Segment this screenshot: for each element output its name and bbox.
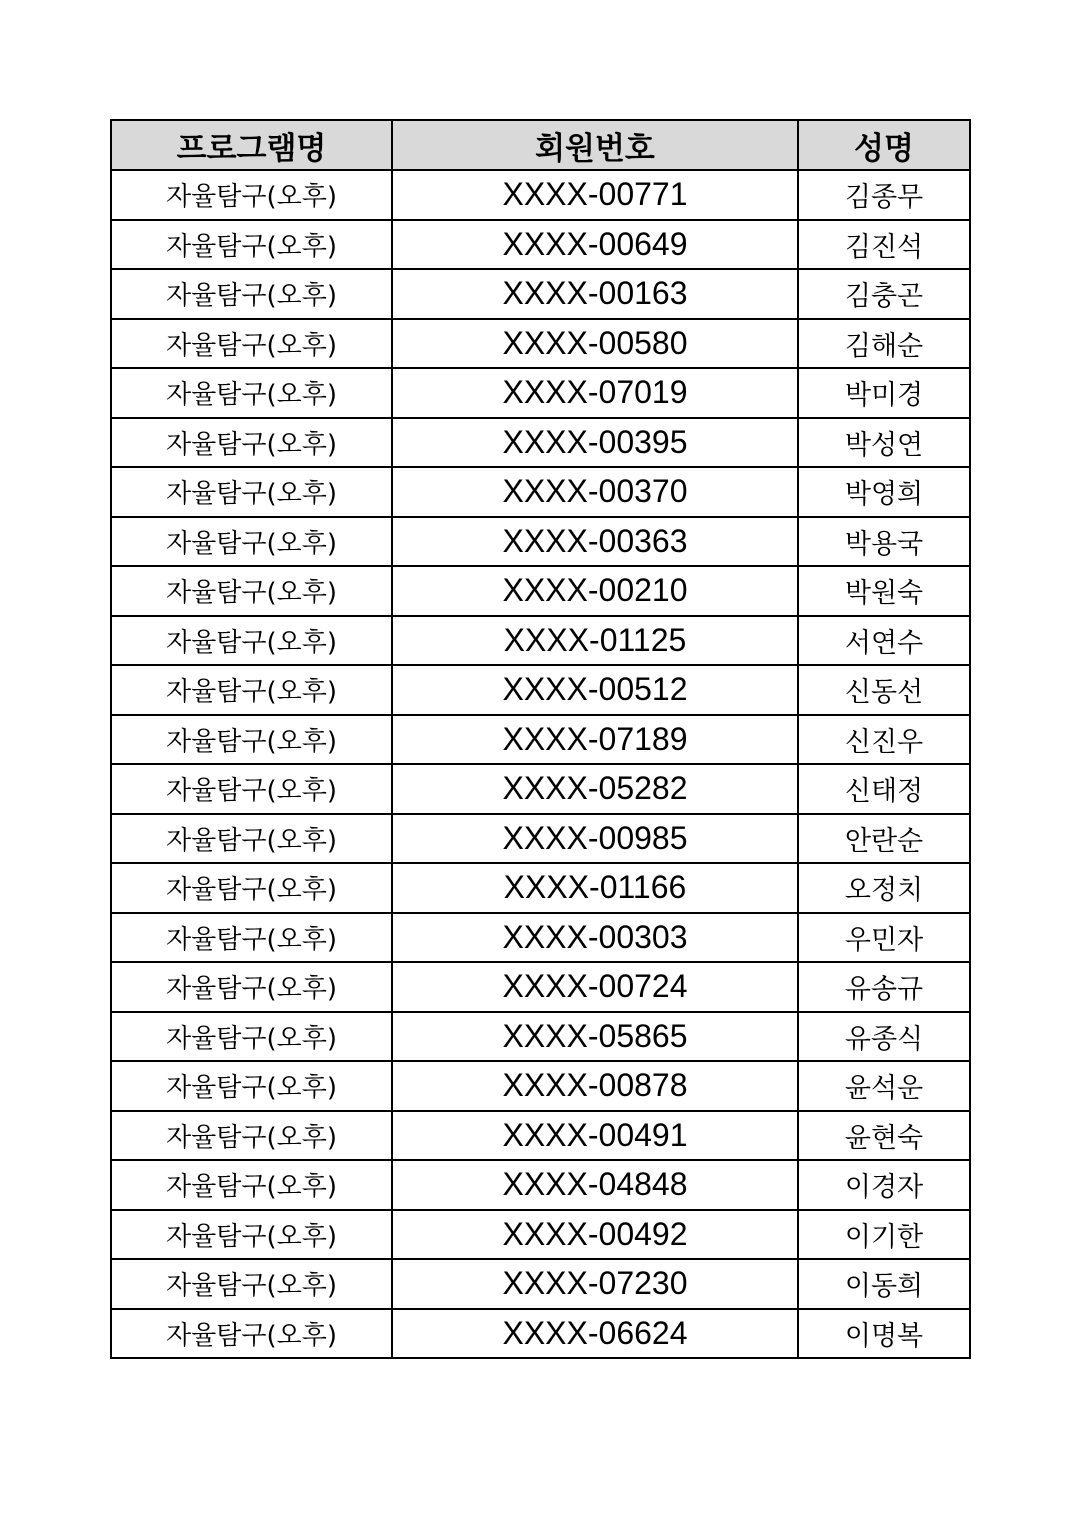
program-cell: 자율탐구(오후) (111, 764, 392, 814)
program-cell: 자율탐구(오후) (111, 517, 392, 567)
member-number-cell: XXXX-00580 (392, 319, 798, 369)
name-cell: 신진우 (798, 715, 970, 765)
table-row (111, 913, 970, 963)
name-cell: 우민자 (798, 913, 970, 963)
table-row (111, 368, 970, 418)
table-header-row (111, 120, 970, 170)
name-cell: 서연수 (798, 616, 970, 666)
table-row (111, 1210, 970, 1260)
member-number-cell: XXXX-00210 (392, 566, 798, 616)
member-number-cell: XXXX-00649 (392, 220, 798, 270)
member-number-cell: XXXX-07189 (392, 715, 798, 765)
program-cell: 자율탐구(오후) (111, 863, 392, 913)
program-cell: 자율탐구(오후) (111, 170, 392, 220)
table-row (111, 1309, 970, 1359)
table-row (111, 418, 970, 468)
program-cell: 자율탐구(오후) (111, 1210, 392, 1260)
name-cell: 이명복 (798, 1309, 970, 1359)
table-row (111, 1259, 970, 1309)
name-cell: 유종식 (798, 1012, 970, 1062)
name-cell: 윤현숙 (798, 1111, 970, 1161)
member-number-cell: XXXX-00512 (392, 665, 798, 715)
program-cell: 자율탐구(오후) (111, 1259, 392, 1309)
table-row (111, 517, 970, 567)
program-cell: 자율탐구(오후) (111, 418, 392, 468)
member-number-cell: XXXX-00985 (392, 814, 798, 864)
table-row (111, 814, 970, 864)
header-name: 성명 (798, 120, 970, 170)
name-cell: 박성연 (798, 418, 970, 468)
table-row (111, 269, 970, 319)
table-row (111, 616, 970, 666)
member-number-cell: XXXX-00492 (392, 1210, 798, 1260)
member-number-cell: XXXX-00370 (392, 467, 798, 517)
name-cell: 김해순 (798, 319, 970, 369)
member-number-cell: XXXX-07019 (392, 368, 798, 418)
member-number-cell: XXXX-00771 (392, 170, 798, 220)
table-row (111, 170, 970, 220)
table-row (111, 863, 970, 913)
table-row (111, 1160, 970, 1210)
member-number-cell: XXXX-05865 (392, 1012, 798, 1062)
table-row (111, 715, 970, 765)
program-cell: 자율탐구(오후) (111, 566, 392, 616)
name-cell: 신동선 (798, 665, 970, 715)
name-cell: 이동희 (798, 1259, 970, 1309)
table-row (111, 665, 970, 715)
program-cell: 자율탐구(오후) (111, 269, 392, 319)
member-number-cell: XXXX-00878 (392, 1061, 798, 1111)
name-cell: 윤석운 (798, 1061, 970, 1111)
program-cell: 자율탐구(오후) (111, 1061, 392, 1111)
name-cell: 신태정 (798, 764, 970, 814)
table-row (111, 764, 970, 814)
member-table (110, 119, 971, 1359)
name-cell: 박용국 (798, 517, 970, 567)
program-cell: 자율탐구(오후) (111, 665, 392, 715)
program-cell: 자율탐구(오후) (111, 1111, 392, 1161)
program-cell: 자율탐구(오후) (111, 1309, 392, 1359)
member-number-cell: XXXX-05282 (392, 764, 798, 814)
name-cell: 이경자 (798, 1160, 970, 1210)
program-cell: 자율탐구(오후) (111, 814, 392, 864)
program-cell: 자율탐구(오후) (111, 1012, 392, 1062)
name-cell: 이기한 (798, 1210, 970, 1260)
table-row (111, 1061, 970, 1111)
program-cell: 자율탐구(오후) (111, 913, 392, 963)
table-body (111, 170, 970, 1358)
program-cell: 자율탐구(오후) (111, 368, 392, 418)
program-cell: 자율탐구(오후) (111, 319, 392, 369)
table-row (111, 220, 970, 270)
table-row (111, 319, 970, 369)
program-cell: 자율탐구(오후) (111, 1160, 392, 1210)
header-program-name: 프로그램명 (111, 120, 392, 170)
name-cell: 김충곤 (798, 269, 970, 319)
member-number-cell: XXXX-06624 (392, 1309, 798, 1359)
name-cell: 김종무 (798, 170, 970, 220)
name-cell: 박미경 (798, 368, 970, 418)
member-number-cell: XXXX-01166 (392, 863, 798, 913)
member-number-cell: XXXX-00363 (392, 517, 798, 567)
member-number-cell: XXXX-00163 (392, 269, 798, 319)
program-cell: 자율탐구(오후) (111, 715, 392, 765)
table-row (111, 467, 970, 517)
program-cell: 자율탐구(오후) (111, 962, 392, 1012)
table-row (111, 962, 970, 1012)
member-number-cell: XXXX-07230 (392, 1259, 798, 1309)
member-number-cell: XXXX-00724 (392, 962, 798, 1012)
program-cell: 자율탐구(오후) (111, 616, 392, 666)
name-cell: 박원숙 (798, 566, 970, 616)
member-number-cell: XXXX-04848 (392, 1160, 798, 1210)
name-cell: 오정치 (798, 863, 970, 913)
program-cell: 자율탐구(오후) (111, 467, 392, 517)
name-cell: 유송규 (798, 962, 970, 1012)
program-cell: 자율탐구(오후) (111, 220, 392, 270)
table-row (111, 1012, 970, 1062)
name-cell: 박영희 (798, 467, 970, 517)
member-number-cell: XXXX-00491 (392, 1111, 798, 1161)
member-number-cell: XXXX-00395 (392, 418, 798, 468)
member-number-cell: XXXX-01125 (392, 616, 798, 666)
name-cell: 안란순 (798, 814, 970, 864)
member-table-container (110, 119, 969, 1359)
name-cell: 김진석 (798, 220, 970, 270)
member-number-cell: XXXX-00303 (392, 913, 798, 963)
table-row (111, 1111, 970, 1161)
header-member-number: 회원번호 (392, 120, 798, 170)
table-row (111, 566, 970, 616)
